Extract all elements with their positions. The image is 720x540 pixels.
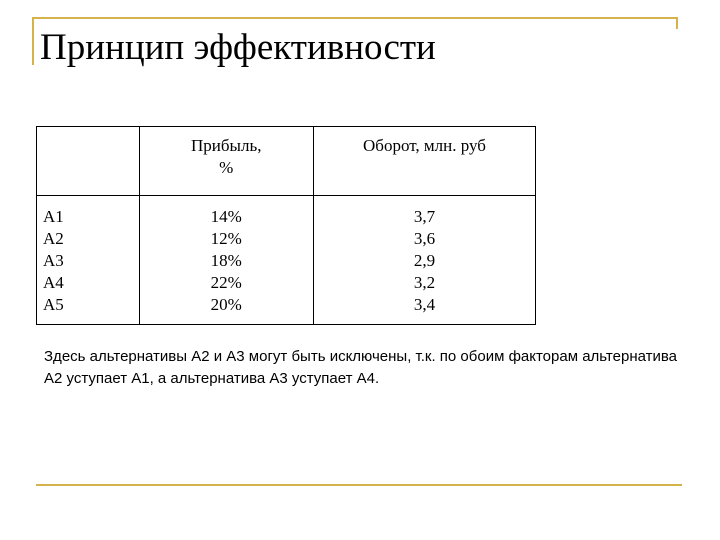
row-label: А1 [43, 207, 64, 226]
right-accent-line [676, 17, 678, 29]
bottom-accent-line [36, 484, 682, 486]
turnover-value: 3,2 [413, 273, 436, 292]
row-label: А2 [43, 229, 64, 248]
header-turnover [313, 127, 535, 196]
turnover-value: 3,7 [413, 207, 436, 226]
turnover-value: 3,4 [413, 295, 436, 314]
explanation-note: Здесь альтернативы А2 и А3 могут быть исключены, т.к. по обоим факторам альтернатива А2 уступает А1, а альтернатива А3 уступает А4. [44, 348, 678, 387]
profit-value: 22% [210, 273, 242, 292]
row-label: А5 [43, 295, 64, 314]
turnover-column [313, 196, 535, 325]
header-empty-cell [37, 127, 140, 196]
alternatives-table [36, 126, 536, 325]
slide-title: Принцип эффективности [40, 27, 436, 68]
profit-value: 20% [210, 295, 242, 314]
left-accent-line [32, 17, 34, 65]
labels-column [37, 196, 140, 325]
header-profit-label: Прибыль, % [191, 136, 262, 177]
turnover-value: 2,9 [413, 251, 436, 270]
table-header-row [37, 127, 536, 196]
header-turnover-label: Оборот, млн. руб [363, 136, 486, 155]
table-body-row [37, 196, 536, 325]
profit-value: 18% [210, 251, 242, 270]
profit-value: 14% [210, 207, 242, 226]
header-profit [139, 127, 313, 196]
top-accent-line [32, 17, 678, 19]
row-label: А3 [43, 251, 64, 270]
row-label: А4 [43, 273, 64, 292]
turnover-value: 3,6 [413, 229, 436, 248]
profit-column [139, 196, 313, 325]
profit-value: 12% [210, 229, 242, 248]
